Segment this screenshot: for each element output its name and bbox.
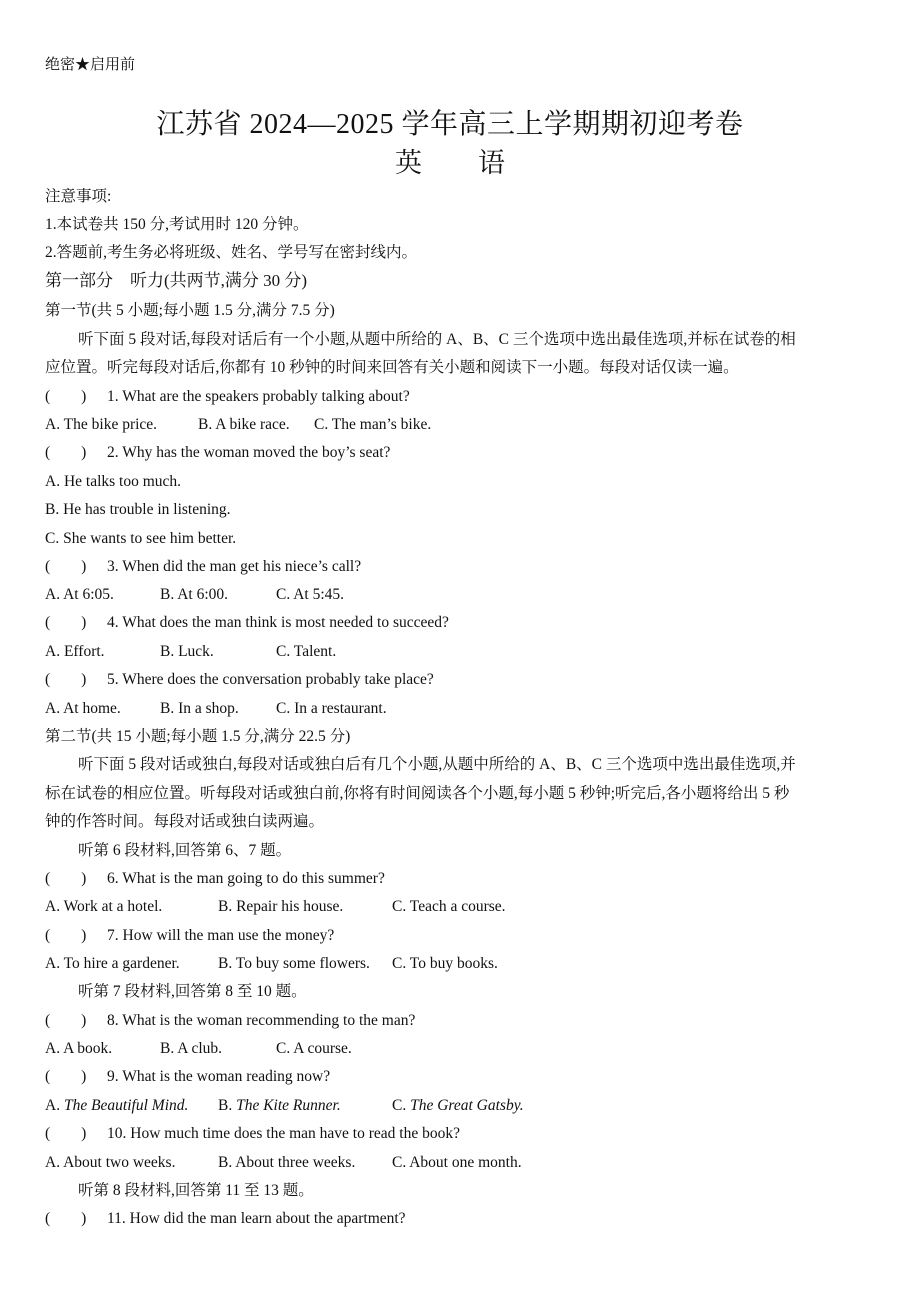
answer-blank[interactable]: ( ) — [45, 1125, 87, 1142]
option-a[interactable]: A. To hire a gardener. — [45, 955, 180, 972]
section2-instructions-line3: 钟的作答时间。每段对话或独白读两遍。 — [45, 813, 325, 830]
options-4 — [45, 642, 336, 662]
option-b[interactable]: B. In a shop. — [160, 700, 239, 717]
option-c[interactable]: C. Talent. — [276, 643, 337, 660]
question-7 — [45, 926, 334, 946]
option-b[interactable]: B. A bike race. — [198, 416, 290, 433]
answer-blank[interactable]: ( ) — [45, 444, 87, 461]
option-c[interactable]: C. She wants to see him better. — [45, 530, 237, 547]
note-item-1: 1.本试卷共 150 分,考试用时 120 分钟。 — [45, 216, 309, 233]
option-a[interactable]: A. About two weeks. — [45, 1154, 176, 1171]
option-c[interactable] — [392, 1096, 524, 1116]
options-6 — [45, 897, 506, 917]
answer-blank[interactable]: ( ) — [45, 927, 87, 944]
section2-instructions-line2: 标在试卷的相应位置。听每段对话或独白前,你将有时间阅读各个小题,每小题 5 秒钟;听完后,各小题将给出 5 秒 — [45, 785, 790, 802]
answer-blank[interactable]: ( ) — [45, 1012, 87, 1029]
answer-blank[interactable]: ( ) — [45, 388, 87, 405]
option-c[interactable]: C. A course. — [276, 1040, 352, 1057]
option-c[interactable]: C. Teach a course. — [392, 898, 506, 915]
option-c[interactable]: C. To buy books. — [392, 955, 498, 972]
question-5 — [45, 670, 434, 690]
question-10 — [45, 1124, 460, 1144]
answer-blank[interactable]: ( ) — [45, 1068, 87, 1085]
option-a[interactable]: A. At home. — [45, 700, 121, 717]
question-stem: 9. What is the woman reading now? — [107, 1068, 331, 1085]
option-a[interactable] — [45, 1096, 218, 1116]
option-letter: A. — [45, 1097, 64, 1114]
option-letter: C. — [392, 1097, 411, 1114]
book-title: The Kite Runner. — [236, 1097, 341, 1114]
options-3 — [45, 585, 344, 605]
options-8 — [45, 1039, 352, 1059]
option-letter: B. — [218, 1097, 237, 1114]
section1-title: 第一节(共 5 小题;每小题 1.5 分,满分 7.5 分) — [45, 302, 335, 319]
option-b[interactable] — [218, 1096, 392, 1116]
question-stem: 7. How will the man use the money? — [107, 927, 335, 944]
section1-instructions-line2: 应位置。听完每段对话后,你都有 10 秒钟的时间来回答有关小题和阅读下一小题。每段对话仅读一遍。 — [45, 359, 739, 376]
option-a[interactable]: A. Effort. — [45, 643, 105, 660]
answer-blank[interactable]: ( ) — [45, 614, 87, 631]
question-stem: 6. What is the man going to do this summer? — [107, 870, 385, 887]
answer-blank[interactable]: ( ) — [45, 1210, 87, 1227]
question-stem: 8. What is the woman recommending to the man? — [107, 1012, 416, 1029]
option-c[interactable]: C. At 5:45. — [276, 586, 345, 603]
option-c[interactable]: C. About one month. — [392, 1154, 522, 1171]
option-b[interactable]: B. Repair his house. — [218, 898, 344, 915]
note-item-2: 2.答题前,考生务必将班级、姓名、学号写在密封线内。 — [45, 244, 418, 261]
option-a[interactable]: A. Work at a hotel. — [45, 898, 163, 915]
option-b[interactable]: B. To buy some flowers. — [218, 955, 370, 972]
question-9 — [45, 1067, 330, 1087]
options-1 — [45, 415, 431, 435]
question-11 — [45, 1209, 406, 1229]
question-stem: 3. When did the man get his niece’s call? — [107, 558, 362, 575]
section1-instructions-line1: 听下面 5 段对话,每段对话后有一个小题,从题中所给的 A、B、C 三个选项中选出最佳选项,并标在试卷的相 — [78, 331, 796, 348]
option-a[interactable]: A. A book. — [45, 1040, 113, 1057]
option-b[interactable]: B. About three weeks. — [218, 1154, 356, 1171]
option-c[interactable]: C. In a restaurant. — [276, 700, 387, 717]
answer-blank[interactable]: ( ) — [45, 671, 87, 688]
option-b[interactable]: B. He has trouble in listening. — [45, 501, 231, 518]
question-4 — [45, 613, 449, 633]
material-7-note: 听第 7 段材料,回答第 8 至 10 题。 — [78, 983, 307, 1000]
notes-heading: 注意事项: — [45, 188, 112, 205]
question-stem: 4. What does the man think is most needed to succeed? — [107, 614, 449, 631]
option-a[interactable]: A. The bike price. — [45, 416, 158, 433]
confidential-mark: 绝密★启用前 — [45, 57, 136, 73]
option-a[interactable]: A. He talks too much. — [45, 473, 182, 490]
question-stem: 10. How much time does the man have to read the book? — [107, 1125, 460, 1142]
options-9 — [45, 1096, 524, 1116]
question-stem: 11. How did the man learn about the apartment? — [107, 1210, 406, 1227]
question-6 — [45, 869, 385, 889]
section2-instructions-line1: 听下面 5 段对话或独白,每段对话或独白后有几个小题,从题中所给的 A、B、C 三个选项中选出最佳选项,并 — [78, 756, 796, 773]
exam-title: 江苏省 2024—2025 学年高三上学期期初迎考卷 — [156, 109, 744, 140]
question-stem: 1. What are the speakers probably talking about? — [107, 388, 410, 405]
options-7 — [45, 954, 498, 974]
question-2 — [45, 443, 390, 463]
question-stem: 2. Why has the woman moved the boy’s seat? — [107, 444, 391, 461]
book-title: The Beautiful Mind. — [63, 1097, 189, 1114]
question-3 — [45, 557, 361, 577]
material-8-note: 听第 8 段材料,回答第 11 至 13 题。 — [78, 1182, 314, 1199]
option-b[interactable]: B. At 6:00. — [160, 586, 229, 603]
material-6-note: 听第 6 段材料,回答第 6、7 题。 — [78, 842, 292, 859]
option-b[interactable]: B. Luck. — [160, 643, 214, 660]
book-title: The Great Gatsby. — [410, 1097, 524, 1114]
option-c[interactable]: C. The man’s bike. — [314, 416, 432, 433]
options-5 — [45, 699, 387, 719]
options-10 — [45, 1153, 522, 1173]
part1-title: 第一部分 听力(共两节,满分 30 分) — [45, 271, 308, 290]
answer-blank[interactable]: ( ) — [45, 870, 87, 887]
subject-char-2: 语 — [478, 148, 505, 178]
question-8 — [45, 1011, 415, 1031]
subject-char-1: 英 — [395, 148, 422, 178]
section2-title: 第二节(共 15 小题;每小题 1.5 分,满分 22.5 分) — [45, 728, 351, 745]
option-a[interactable]: A. At 6:05. — [45, 586, 114, 603]
subject-title — [0, 146, 900, 180]
question-1 — [45, 387, 410, 407]
option-b[interactable]: B. A club. — [160, 1040, 223, 1057]
question-stem: 5. Where does the conversation probably take place? — [107, 671, 434, 688]
answer-blank[interactable]: ( ) — [45, 558, 87, 575]
